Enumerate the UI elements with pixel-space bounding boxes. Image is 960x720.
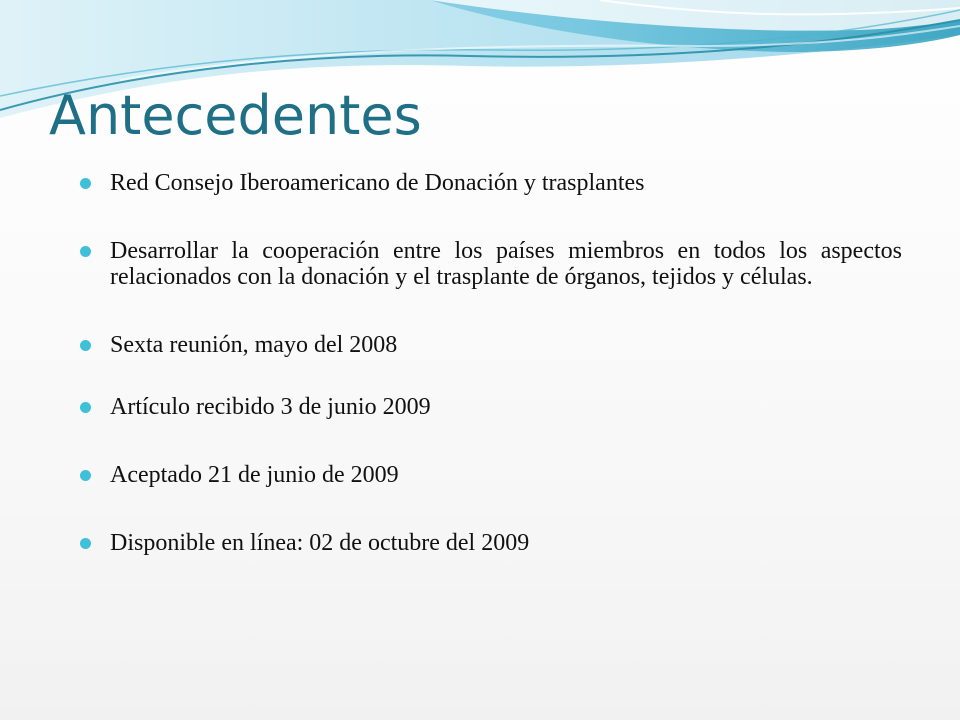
bullet-text: Desarrollar la cooperación entre los países miembros en todos los aspectos relacionados con la donación y el trasplante de órganos, tejidos y células. bbox=[110, 238, 902, 290]
list-item bbox=[80, 332, 902, 358]
list-item bbox=[80, 170, 902, 196]
list-item bbox=[80, 530, 902, 556]
list-item bbox=[80, 394, 902, 420]
bullet-list bbox=[80, 170, 902, 598]
bullet-text: Sexta reunión, mayo del 2008 bbox=[110, 332, 398, 358]
bullet-dot-icon bbox=[80, 470, 91, 481]
bullet-text: Aceptado 21 de junio de 2009 bbox=[110, 462, 399, 488]
bullet-dot-icon bbox=[80, 538, 91, 549]
bullet-dot-icon bbox=[80, 246, 91, 257]
bullet-dot-icon bbox=[80, 402, 91, 413]
list-item bbox=[80, 462, 902, 488]
bullet-dot-icon bbox=[80, 178, 91, 189]
bullet-dot-icon bbox=[80, 340, 91, 351]
slide-title: Antecedentes bbox=[49, 84, 422, 147]
bullet-text: Disponible en línea: 02 de octubre del 2009 bbox=[110, 530, 530, 556]
list-item bbox=[80, 238, 902, 290]
bullet-text: Artículo recibido 3 de junio 2009 bbox=[110, 394, 431, 420]
bullet-text: Red Consejo Iberoamericano de Donación y trasplantes bbox=[110, 170, 645, 196]
